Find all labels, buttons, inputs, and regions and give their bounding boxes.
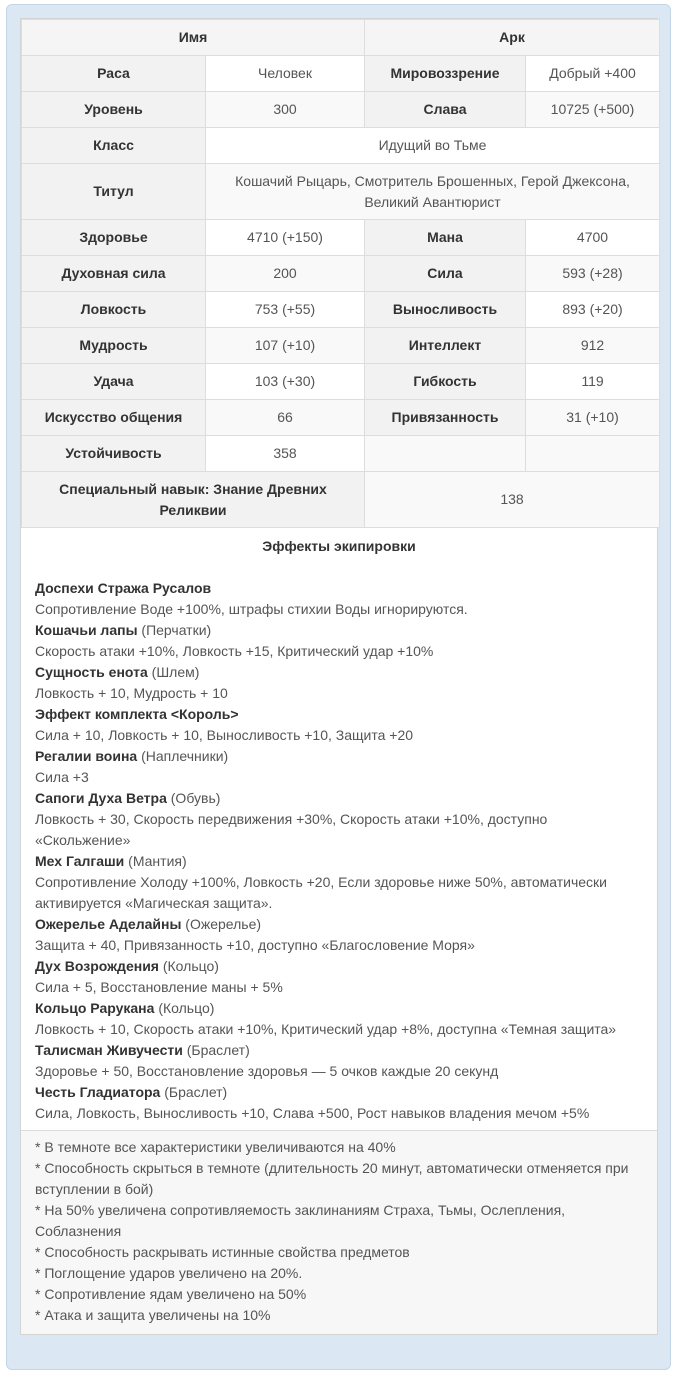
stamina-value: 893 (+20) (526, 292, 660, 328)
effect-item-description: Защита + 40, Привязанность +10, доступно «Благословение Моря» (35, 937, 475, 953)
effect-item-header (35, 1040, 643, 1061)
effect-item-type: (Кольцо) (154, 1000, 215, 1016)
resilience-label: Устойчивость (22, 436, 206, 472)
notes-list (35, 1137, 643, 1326)
intellect-value: 912 (526, 328, 660, 364)
special-skill-label: Специальный навык: Знание Древних Реликвии (22, 472, 365, 528)
table-row (22, 128, 660, 164)
luck-label: Удача (22, 364, 206, 400)
effect-item-type: (Перчатки) (137, 622, 212, 638)
class-value: Идущий во Тьме (206, 128, 660, 164)
alignment-value: Добрый +400 (526, 56, 660, 92)
page-frame (6, 4, 671, 1370)
title-value: Кошачий Рыцарь, Смотритель Брошенных, Герой Джексона, Великий Авантюрист (206, 164, 660, 220)
effect-item-description: Ловкость + 10, Мудрость + 10 (35, 685, 228, 701)
flexibility-value: 119 (526, 364, 660, 400)
mana-label: Мана (365, 220, 526, 256)
effect-item-description: Сопротивление Воде +100%, штрафы стихии Воды игнорируются. (35, 601, 468, 617)
table-row (22, 400, 660, 436)
agility-label: Ловкость (22, 292, 206, 328)
note-item: * Атака и защита увеличены на 10% (35, 1307, 271, 1323)
table-row (22, 56, 660, 92)
spirit-value: 200 (206, 256, 365, 292)
stamina-label: Выносливость (365, 292, 526, 328)
intellect-label: Интеллект (365, 328, 526, 364)
table-row (22, 20, 660, 56)
effect-item-description: Ловкость + 10, Скорость атаки +10%, Критический удар +8%, доступна «Темная защита» (35, 1021, 617, 1037)
effect-item-name: Мех Галгаши (35, 853, 125, 869)
alignment-label: Мировоззрение (365, 56, 526, 92)
effect-item-description: Сила + 5, Восстановление маны + 5% (35, 979, 283, 995)
note-item: * Способность раскрывать истинные свойства предметов (35, 1244, 410, 1260)
race-label: Раса (22, 56, 206, 92)
race-value: Человек (206, 56, 365, 92)
effect-item-description: Сила + 10, Ловкость + 10, Выносливость +10, Защита +20 (35, 727, 414, 743)
note-item: * Сопротивление ядам увеличено на 50% (35, 1286, 307, 1302)
note-item: * В темноте все характеристики увеличиваются на 40% (35, 1139, 396, 1155)
charisma-label: Искусство общения (22, 400, 206, 436)
equipment-effects (21, 528, 657, 1130)
table-row (22, 256, 660, 292)
effect-item-type: (Мантия) (124, 853, 187, 869)
effect-item-name: Сущность енота (35, 664, 148, 680)
agility-value: 753 (+55) (206, 292, 365, 328)
resilience-value: 358 (206, 436, 365, 472)
flexibility-label: Гибкость (365, 364, 526, 400)
note-item: * На 50% увеличена сопротивляемость заклинаниям Страха, Тьмы, Ослепления, Соблазнения (35, 1202, 566, 1239)
title-label: Титул (22, 164, 206, 220)
level-value: 300 (206, 92, 365, 128)
effect-item-type: (Обувь) (166, 790, 221, 806)
empty-cell (365, 436, 526, 472)
effect-item-header (35, 788, 643, 809)
table-row (22, 328, 660, 364)
effect-item-header (35, 914, 643, 935)
effect-item-header (35, 1082, 643, 1103)
note-item: * Способность скрыться в темноте (длительность 20 минут, автоматически отменяется при вступлении в бой) (35, 1160, 629, 1197)
health-label: Здоровье (22, 220, 206, 256)
wisdom-value: 107 (+10) (206, 328, 365, 364)
effect-item-type: (Ожерелье) (181, 916, 262, 932)
effect-item-header (35, 746, 643, 767)
empty-cell (526, 436, 660, 472)
effect-item-name: Эффект комплекта <Король> (35, 706, 239, 722)
effect-item-description: Сила +3 (35, 769, 89, 785)
table-row (22, 364, 660, 400)
table-row (22, 92, 660, 128)
health-value: 4710 (+150) (206, 220, 365, 256)
effect-item-description: Здоровье + 50, Восстановление здоровья — 5 очков каждые 20 секунд (35, 1063, 499, 1079)
table-row (22, 164, 660, 220)
effect-item-header (35, 956, 643, 977)
affinity-value: 31 (+10) (526, 400, 660, 436)
note-item: * Поглощение ударов увеличено на 20%. (35, 1265, 303, 1281)
effect-item-type: (Наплечники) (137, 748, 229, 764)
effect-item-header (35, 704, 643, 725)
affinity-label: Привязанность (365, 400, 526, 436)
table-row (22, 472, 660, 528)
effect-item-header (35, 662, 643, 683)
name-label: Имя (22, 20, 365, 56)
effect-item-name: Дух Возрождения (35, 958, 159, 974)
wisdom-label: Мудрость (22, 328, 206, 364)
spirit-label: Духовная сила (22, 256, 206, 292)
fame-value: 10725 (+500) (526, 92, 660, 128)
class-label: Класс (22, 128, 206, 164)
effect-item-header (35, 578, 643, 599)
effect-item-name: Кошачьи лапы (35, 622, 138, 638)
strength-value: 593 (+28) (526, 256, 660, 292)
effect-item-name: Сапоги Духа Ветра (35, 790, 167, 806)
effect-item-name: Доспехи Стража Русалов (35, 580, 212, 596)
effect-item-name: Кольцо Рарукана (35, 1000, 155, 1016)
effect-item-description: Сила, Ловкость, Выносливость +10, Слава +500, Рост навыков владения мечом +5% (35, 1105, 590, 1121)
effects-title: Эффекты экипировки (262, 538, 416, 554)
fame-label: Слава (365, 92, 526, 128)
mana-value: 4700 (526, 220, 660, 256)
table-row (22, 436, 660, 472)
luck-value: 103 (+30) (206, 364, 365, 400)
effect-item-name: Честь Гладиатора (35, 1084, 161, 1100)
effect-item-description: Сопротивление Холоду +100%, Ловкость +20, Если здоровье ниже 50%, автоматически активируется «Магическая защита». (35, 874, 607, 911)
effect-item-description: Скорость атаки +10%, Ловкость +15, Критический удар +10% (35, 643, 434, 659)
effect-item-type: (Браслет) (182, 1042, 250, 1058)
table-row (22, 292, 660, 328)
effect-item-header (35, 998, 643, 1019)
effect-item-type: (Браслет) (160, 1084, 228, 1100)
effect-item-type: (Кольцо) (158, 958, 219, 974)
notes-section (21, 1130, 657, 1334)
effect-item-name: Регалии воина (35, 748, 138, 764)
name-value: Арк (365, 20, 660, 56)
table-row (22, 220, 660, 256)
strength-label: Сила (365, 256, 526, 292)
effect-item-name: Талисман Живучести (35, 1042, 183, 1058)
character-sheet (20, 18, 658, 1335)
effect-item-description: Ловкость + 30, Скорость передвижения +30%, Скорость атаки +10%, доступно «Скольжение» (35, 811, 548, 848)
special-skill-value: 138 (365, 472, 660, 528)
effect-item-name: Ожерелье Аделайны (35, 916, 182, 932)
charisma-value: 66 (206, 400, 365, 436)
effect-item-type: (Шлем) (147, 664, 200, 680)
effects-list (35, 578, 643, 1124)
effect-item-header (35, 851, 643, 872)
stats-table (21, 19, 660, 528)
effect-item-header (35, 620, 643, 641)
level-label: Уровень (22, 92, 206, 128)
